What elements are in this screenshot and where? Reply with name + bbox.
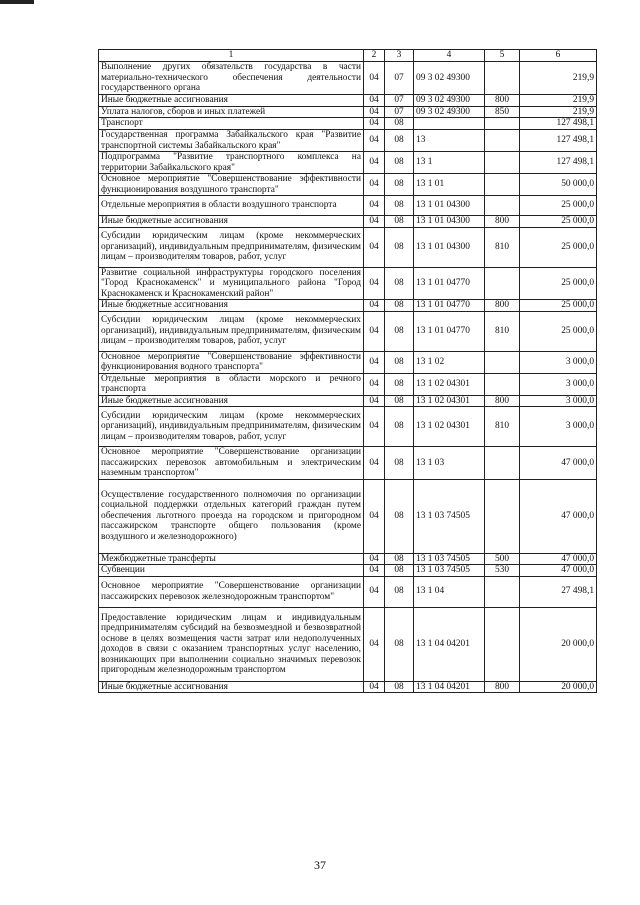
table-row — [99, 553, 597, 565]
section-code: 04 — [364, 479, 385, 553]
expense-type-code — [485, 351, 520, 373]
section-code: 04 — [364, 196, 385, 216]
table-row — [99, 95, 597, 107]
target-article-code: 13 1 01 04770 — [414, 311, 485, 351]
subsection-code: 08 — [385, 447, 414, 480]
amount: 47 000,0 — [520, 447, 597, 480]
expense-type-code — [485, 174, 520, 196]
amount: 47 000,0 — [520, 553, 597, 565]
expense-type-code: 800 — [485, 300, 520, 312]
table-row — [99, 351, 597, 373]
amount: 47 000,0 — [520, 479, 597, 553]
table-row — [99, 216, 597, 228]
subsection-code: 07 — [385, 62, 414, 95]
expense-type-code — [485, 373, 520, 395]
subsection-code: 08 — [385, 130, 414, 152]
target-article-code: 13 1 03 74505 — [414, 479, 485, 553]
item-name: Субсидии юридическим лицам (кроме некоммерческих организаций), индивидуальным предпринимателям, физическим лицам – производителям товаров, работ, услуг — [99, 227, 364, 267]
item-name: Основное мероприятие "Совершенствование организации пассажирских перевозок автомобильным и электрическим наземным транспортом" — [99, 447, 364, 480]
expense-type-code — [485, 118, 520, 130]
budget-table — [98, 49, 597, 693]
table-row — [99, 447, 597, 480]
subsection-code: 08 — [385, 196, 414, 216]
table-row — [99, 565, 597, 577]
section-code: 04 — [364, 395, 385, 407]
table-row — [99, 62, 597, 95]
table-row — [99, 407, 597, 447]
table-body — [99, 62, 597, 693]
subsection-code: 08 — [385, 227, 414, 267]
table-row — [99, 152, 597, 174]
item-name: Осуществление государственного полномочия по организации социальной поддержки отдельных категорий граждан путем обеспечения льготного проезда на городском и пригородном пассажирском транспорте общего пользования (кроме воздушного и железнодорожного) — [99, 479, 364, 553]
item-name: Выполнение других обязательств государства в части материально-технического обеспечения деятельности государственного органа — [99, 62, 364, 95]
amount: 3 000,0 — [520, 351, 597, 373]
subsection-code: 08 — [385, 607, 414, 681]
target-article-code: 09 3 02 49300 — [414, 106, 485, 118]
expense-type-code: 810 — [485, 311, 520, 351]
target-article-code: 13 1 02 04301 — [414, 407, 485, 447]
section-code: 04 — [364, 565, 385, 577]
target-article-code: 13 1 01 04770 — [414, 300, 485, 312]
table-row — [99, 395, 597, 407]
table-row — [99, 227, 597, 267]
table-row — [99, 174, 597, 196]
expense-type-code — [485, 196, 520, 216]
item-name: Государственная программа Забайкальского края "Развитие транспортной системы Забайкальского края" — [99, 130, 364, 152]
amount: 27 498,1 — [520, 576, 597, 607]
section-code: 04 — [364, 106, 385, 118]
item-name: Уплата налогов, сборов и иных платежей — [99, 106, 364, 118]
page-number: 37 — [314, 858, 326, 872]
item-name: Иные бюджетные ассигнования — [99, 300, 364, 312]
table-row — [99, 681, 597, 693]
expense-type-code: 530 — [485, 565, 520, 577]
target-article-code: 09 3 02 49300 — [414, 62, 485, 95]
target-article-code: 13 1 03 74505 — [414, 565, 485, 577]
target-article-code: 13 1 02 — [414, 351, 485, 373]
subsection-code: 08 — [385, 373, 414, 395]
expense-type-code — [485, 576, 520, 607]
section-code: 04 — [364, 447, 385, 480]
amount: 3 000,0 — [520, 395, 597, 407]
section-code: 04 — [364, 62, 385, 95]
target-article-code: 13 1 03 — [414, 447, 485, 480]
section-code: 04 — [364, 152, 385, 174]
subsection-code: 08 — [385, 311, 414, 351]
section-code: 04 — [364, 118, 385, 130]
expense-type-code — [485, 62, 520, 95]
expense-type-code: 800 — [485, 395, 520, 407]
target-article-code: 13 1 01 04770 — [414, 267, 485, 300]
subsection-code: 07 — [385, 95, 414, 107]
target-article-code: 13 1 04 — [414, 576, 485, 607]
expense-type-code: 500 — [485, 553, 520, 565]
section-code: 04 — [364, 311, 385, 351]
item-name: Отдельные мероприятия в области воздушного транспорта — [99, 196, 364, 216]
subsection-code: 08 — [385, 681, 414, 693]
target-article-code: 13 1 02 04301 — [414, 395, 485, 407]
table-row — [99, 267, 597, 300]
item-name: Иные бюджетные ассигнования — [99, 95, 364, 107]
expense-type-code — [485, 607, 520, 681]
table-row — [99, 479, 597, 553]
expense-type-code — [485, 479, 520, 553]
subsection-code: 08 — [385, 174, 414, 196]
subsection-code: 08 — [385, 395, 414, 407]
amount: 50 000,0 — [520, 174, 597, 196]
header-cell: 4 — [414, 50, 485, 62]
amount: 25 000,0 — [520, 216, 597, 228]
scan-corner-mark — [0, 0, 34, 4]
amount: 3 000,0 — [520, 407, 597, 447]
item-name: Субсидии юридическим лицам (кроме некоммерческих организаций), индивидуальным предпринимателям, физическим лицам – производителям товаров, работ, услуг — [99, 311, 364, 351]
section-code: 04 — [364, 227, 385, 267]
subsection-code: 08 — [385, 479, 414, 553]
amount: 20 000,0 — [520, 607, 597, 681]
target-article-code: 13 1 01 04300 — [414, 227, 485, 267]
subsection-code: 08 — [385, 576, 414, 607]
section-code: 04 — [364, 95, 385, 107]
table-header-row — [99, 50, 597, 62]
amount: 127 498,1 — [520, 152, 597, 174]
section-code: 04 — [364, 216, 385, 228]
expense-type-code — [485, 267, 520, 300]
section-code: 04 — [364, 373, 385, 395]
expense-type-code — [485, 152, 520, 174]
header-cell: 3 — [385, 50, 414, 62]
section-code: 04 — [364, 576, 385, 607]
amount: 25 000,0 — [520, 227, 597, 267]
item-name: Основное мероприятие "Совершенствование организации пассажирских перевозок железнодорожным транспортом" — [99, 576, 364, 607]
amount: 3 000,0 — [520, 373, 597, 395]
target-article-code — [414, 118, 485, 130]
subsection-code: 08 — [385, 216, 414, 228]
amount: 25 000,0 — [520, 311, 597, 351]
item-name: Иные бюджетные ассигнования — [99, 681, 364, 693]
subsection-code: 08 — [385, 300, 414, 312]
header-cell: 1 — [99, 50, 364, 62]
subsection-code: 08 — [385, 407, 414, 447]
target-article-code: 13 1 — [414, 152, 485, 174]
expense-type-code: 810 — [485, 227, 520, 267]
table-row — [99, 607, 597, 681]
amount: 20 000,0 — [520, 681, 597, 693]
section-code: 04 — [364, 407, 385, 447]
expense-type-code: 800 — [485, 216, 520, 228]
section-code: 04 — [364, 681, 385, 693]
item-name: Транспорт — [99, 118, 364, 130]
expense-type-code: 800 — [485, 95, 520, 107]
expense-type-code: 810 — [485, 407, 520, 447]
amount: 25 000,0 — [520, 300, 597, 312]
item-name: Иные бюджетные ассигнования — [99, 395, 364, 407]
amount: 219,9 — [520, 106, 597, 118]
target-article-code: 13 — [414, 130, 485, 152]
target-article-code: 13 1 02 04301 — [414, 373, 485, 395]
amount: 25 000,0 — [520, 196, 597, 216]
target-article-code: 13 1 04 04201 — [414, 607, 485, 681]
table-row — [99, 106, 597, 118]
expense-type-code: 800 — [485, 681, 520, 693]
table-row — [99, 311, 597, 351]
target-article-code: 13 1 01 04300 — [414, 216, 485, 228]
section-code: 04 — [364, 130, 385, 152]
table-row — [99, 300, 597, 312]
item-name: Развитие социальной инфраструктуры городского поселения "Город Краснокаменск" и муниципального района "Город Краснокаменск и Краснокаменский район" — [99, 267, 364, 300]
section-code: 04 — [364, 351, 385, 373]
table-row — [99, 373, 597, 395]
amount: 219,9 — [520, 62, 597, 95]
table-row — [99, 130, 597, 152]
item-name: Подпрограмма "Развитие транспортного комплекса на территории Забайкальского края" — [99, 152, 364, 174]
table-row — [99, 196, 597, 216]
target-article-code: 13 1 01 — [414, 174, 485, 196]
expense-type-code — [485, 130, 520, 152]
subsection-code: 08 — [385, 118, 414, 130]
item-name: Субсидии юридическим лицам (кроме некоммерческих организаций), индивидуальным предпринимателям, физическим лицам – производителям товаров, работ, услуг — [99, 407, 364, 447]
subsection-code: 08 — [385, 152, 414, 174]
section-code: 04 — [364, 300, 385, 312]
section-code: 04 — [364, 607, 385, 681]
subsection-code: 08 — [385, 351, 414, 373]
header-cell: 5 — [485, 50, 520, 62]
target-article-code: 13 1 03 74505 — [414, 553, 485, 565]
amount: 47 000,0 — [520, 565, 597, 577]
target-article-code: 13 1 01 04300 — [414, 196, 485, 216]
table-row — [99, 576, 597, 607]
item-name: Предоставление юридическим лицам и индивидуальным предпринимателям субсидий на безвозмездной и безвозвратной основе в целях возмещения части затрат или недополученных доходов в связи с оказанием транспортных услуг населению, возникающих при выполнении социально значимых перевозок пригородным железнодорожным транспортом — [99, 607, 364, 681]
header-cell: 6 — [520, 50, 597, 62]
section-code: 04 — [364, 553, 385, 565]
expense-type-code: 850 — [485, 106, 520, 118]
amount: 127 498,1 — [520, 130, 597, 152]
target-article-code: 13 1 04 04201 — [414, 681, 485, 693]
item-name: Межбюджетные трансферты — [99, 553, 364, 565]
section-code: 04 — [364, 267, 385, 300]
item-name: Иные бюджетные ассигнования — [99, 216, 364, 228]
subsection-code: 07 — [385, 106, 414, 118]
item-name: Субвенции — [99, 565, 364, 577]
table-row — [99, 118, 597, 130]
subsection-code: 08 — [385, 565, 414, 577]
expense-type-code — [485, 447, 520, 480]
item-name: Основное мероприятие "Совершенствование эффективности функционирования воздушного транспорта" — [99, 174, 364, 196]
item-name: Основное мероприятие "Совершенствование эффективности функционирования водного транспорта" — [99, 351, 364, 373]
target-article-code: 09 3 02 49300 — [414, 95, 485, 107]
subsection-code: 08 — [385, 267, 414, 300]
subsection-code: 08 — [385, 553, 414, 565]
amount: 25 000,0 — [520, 267, 597, 300]
header-cell: 2 — [364, 50, 385, 62]
amount: 219,9 — [520, 95, 597, 107]
amount: 127 498,1 — [520, 118, 597, 130]
item-name: Отдельные мероприятия в области морского и речного транспорта — [99, 373, 364, 395]
section-code: 04 — [364, 174, 385, 196]
